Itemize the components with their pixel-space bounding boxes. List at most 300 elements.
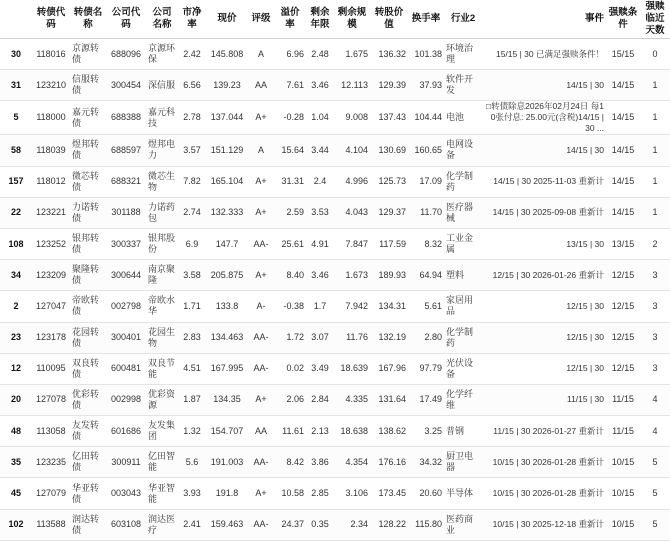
- cell-pb: 6.9: [178, 228, 206, 259]
- cell-company-code: 300401: [106, 322, 146, 353]
- cell-redemption-condition: 13/15: [606, 228, 640, 259]
- cell-company-code: 601686: [106, 416, 146, 447]
- cell-bond-code: 110095: [32, 353, 70, 384]
- cell-bond-name: 嘉元转债: [70, 101, 106, 135]
- header-row: [0, 0, 670, 39]
- cell-turnover: 101.38: [408, 39, 444, 70]
- cell-company-name: 嘉元科技: [146, 101, 178, 135]
- cell-bond-code: 118016: [32, 39, 70, 70]
- cell-bond-name: 聚隆转债: [70, 260, 106, 291]
- cell-price: 205.875: [206, 260, 248, 291]
- cell-company-code: 603108: [106, 509, 146, 540]
- col-header-bond-name[interactable]: 转债名称: [70, 0, 106, 39]
- cell-company-name: 优彩资源: [146, 384, 178, 415]
- cell-pb: 3.58: [178, 260, 206, 291]
- cell-company-name: 花园生物: [146, 322, 178, 353]
- cell-event: 10/15 | 30 2026-01-28 重新计: [482, 478, 606, 509]
- cell-company-name: 亿田智能: [146, 447, 178, 478]
- cell-bond-code: 118012: [32, 166, 70, 197]
- table-row[interactable]: [0, 101, 670, 135]
- col-header-index[interactable]: [0, 0, 32, 39]
- table-row[interactable]: [0, 384, 670, 415]
- cell-row-index: 58: [0, 135, 32, 166]
- cell-scale: 4.043: [334, 197, 370, 228]
- cell-bond-code: 127047: [32, 291, 70, 322]
- cell-pb: 2.83: [178, 322, 206, 353]
- cell-redemption-condition: 10/15: [606, 447, 640, 478]
- col-header-price[interactable]: 现价: [206, 0, 248, 39]
- cell-redemption-days: 5: [640, 447, 670, 478]
- cell-years: 3.46: [306, 260, 334, 291]
- cell-row-index: 22: [0, 197, 32, 228]
- cell-premium: 8.40: [274, 260, 306, 291]
- cell-years: 4.91: [306, 228, 334, 259]
- cell-pb: 2.42: [178, 39, 206, 70]
- cell-row-index: 20: [0, 384, 32, 415]
- cell-redemption-days: 5: [640, 478, 670, 509]
- cell-bond-code: 123210: [32, 70, 70, 101]
- cell-pb: 3.57: [178, 135, 206, 166]
- cell-rating: AA: [248, 70, 274, 101]
- cell-rating: AA-: [248, 228, 274, 259]
- cell-event: 11/15 | 30 2026-01-27 重新计: [482, 416, 606, 447]
- cell-price: 145.808: [206, 39, 248, 70]
- cell-redemption-days: 1: [640, 166, 670, 197]
- col-header-years[interactable]: 剩余年限: [306, 0, 334, 39]
- cell-conversion-value: 130.69: [370, 135, 408, 166]
- cell-bond-name: 京源转债: [70, 39, 106, 70]
- cell-price: 134.35: [206, 384, 248, 415]
- cell-redemption-condition: 11/15: [606, 384, 640, 415]
- cell-conversion-value: 134.31: [370, 291, 408, 322]
- cell-bond-name: 双良转债: [70, 353, 106, 384]
- cell-redemption-condition: 12/15: [606, 353, 640, 384]
- cell-premium: 6.96: [274, 39, 306, 70]
- cell-bond-code: 123235: [32, 447, 70, 478]
- cell-company-name: 帝欧水华: [146, 291, 178, 322]
- cell-turnover: 37.93: [408, 70, 444, 101]
- cell-bond-code: 118000: [32, 101, 70, 135]
- cell-redemption-condition: 12/15: [606, 291, 640, 322]
- cell-turnover: 20.60: [408, 478, 444, 509]
- cell-turnover: 3.25: [408, 416, 444, 447]
- cell-redemption-condition: 15/15: [606, 39, 640, 70]
- cell-rating: A+: [248, 197, 274, 228]
- cell-row-index: 35: [0, 447, 32, 478]
- cell-rating: A+: [248, 101, 274, 135]
- cell-company-name: 京源环保: [146, 39, 178, 70]
- cell-redemption-days: 3: [640, 260, 670, 291]
- cell-premium: -0.38: [274, 291, 306, 322]
- cell-company-name: 润达医疗: [146, 509, 178, 540]
- cell-industry: 电网设备: [444, 135, 482, 166]
- cell-pb: 2.41: [178, 509, 206, 540]
- cell-event: □转债除息2026年02月24日 每10张付息: 25.00元(含税)14/15 | 30 ...: [482, 101, 606, 135]
- cell-scale: 11.76: [334, 322, 370, 353]
- cell-pb: 5.6: [178, 447, 206, 478]
- table-row[interactable]: [0, 509, 670, 540]
- cell-bond-code: 123209: [32, 260, 70, 291]
- cell-company-name: 微芯生物: [146, 166, 178, 197]
- table-body: [0, 39, 670, 541]
- table-row[interactable]: [0, 70, 670, 101]
- cell-scale: 7.847: [334, 228, 370, 259]
- cell-turnover: 2.80: [408, 322, 444, 353]
- col-header-turnover[interactable]: 换手率: [408, 0, 444, 39]
- cell-company-code: 688321: [106, 166, 146, 197]
- cell-bond-code: 127079: [32, 478, 70, 509]
- cell-turnover: 64.94: [408, 260, 444, 291]
- cell-premium: -0.28: [274, 101, 306, 135]
- cell-years: 3.07: [306, 322, 334, 353]
- cell-price: 159.463: [206, 509, 248, 540]
- cell-company-code: 300337: [106, 228, 146, 259]
- cell-redemption-condition: 14/15: [606, 166, 640, 197]
- cell-years: 0.35: [306, 509, 334, 540]
- col-header-company-code[interactable]: 公司代码: [106, 0, 146, 39]
- cell-industry: 化学纤维: [444, 384, 482, 415]
- cell-pb: 4.51: [178, 353, 206, 384]
- cell-conversion-value: 176.16: [370, 447, 408, 478]
- cell-conversion-value: 173.45: [370, 478, 408, 509]
- cell-redemption-days: 2: [640, 228, 670, 259]
- table-row[interactable]: [0, 416, 670, 447]
- table-row[interactable]: [0, 197, 670, 228]
- cell-bond-code: 118039: [32, 135, 70, 166]
- cell-pb: 2.78: [178, 101, 206, 135]
- cell-conversion-value: 125.73: [370, 166, 408, 197]
- cell-scale: 18.639: [334, 353, 370, 384]
- col-header-conversion-value[interactable]: 转股价值: [370, 0, 408, 39]
- cell-scale: 4.354: [334, 447, 370, 478]
- cell-event: 10/15 | 30 2026-01-28 重新计: [482, 447, 606, 478]
- cell-turnover: 8.32: [408, 228, 444, 259]
- cell-years: 2.48: [306, 39, 334, 70]
- cell-turnover: 97.79: [408, 353, 444, 384]
- cell-event: 12/15 | 30: [482, 291, 606, 322]
- cell-industry: 医药商业: [444, 509, 482, 540]
- cell-pb: 3.93: [178, 478, 206, 509]
- cell-event: 12/15 | 30: [482, 322, 606, 353]
- cell-redemption-days: 0: [640, 39, 670, 70]
- cell-redemption-days: 3: [640, 322, 670, 353]
- cell-scale: 4.996: [334, 166, 370, 197]
- cell-row-index: 12: [0, 353, 32, 384]
- cell-event: 12/15 | 30 2026-01-26 重新计: [482, 260, 606, 291]
- cell-turnover: 11.70: [408, 197, 444, 228]
- col-header-company-name[interactable]: 公司名称: [146, 0, 178, 39]
- col-header-event[interactable]: 事件: [482, 0, 606, 39]
- cell-event: 14/15 | 30 2025-11-03 重新计: [482, 166, 606, 197]
- cell-company-code: 300911: [106, 447, 146, 478]
- table-row[interactable]: [0, 447, 670, 478]
- cell-bond-name: 亿田转债: [70, 447, 106, 478]
- cell-row-index: 45: [0, 478, 32, 509]
- cell-years: 2.4: [306, 166, 334, 197]
- cell-redemption-condition: 10/15: [606, 509, 640, 540]
- cell-rating: AA-: [248, 322, 274, 353]
- cell-redemption-condition: 10/15: [606, 478, 640, 509]
- cell-industry: 环境治理: [444, 39, 482, 70]
- cell-company-code: 301188: [106, 197, 146, 228]
- cell-turnover: 34.32: [408, 447, 444, 478]
- cell-premium: 15.64: [274, 135, 306, 166]
- col-header-redemption-condition[interactable]: 强赎条件: [606, 0, 640, 39]
- cell-redemption-condition: 12/15: [606, 260, 640, 291]
- cell-company-name: 力诺药包: [146, 197, 178, 228]
- cell-company-code: 688096: [106, 39, 146, 70]
- cell-industry: 工业金属: [444, 228, 482, 259]
- cell-premium: 11.61: [274, 416, 306, 447]
- cell-pb: 1.71: [178, 291, 206, 322]
- cell-years: 1.7: [306, 291, 334, 322]
- cell-rating: AA: [248, 416, 274, 447]
- cell-rating: AA-: [248, 353, 274, 384]
- col-header-bond-code[interactable]: 转债代码: [32, 0, 70, 39]
- cell-turnover: 17.09: [408, 166, 444, 197]
- cell-pb: 7.82: [178, 166, 206, 197]
- cell-redemption-condition: 14/15: [606, 135, 640, 166]
- cell-premium: 24.37: [274, 509, 306, 540]
- cell-row-index: 5: [0, 101, 32, 135]
- table-row[interactable]: [0, 228, 670, 259]
- cell-row-index: 108: [0, 228, 32, 259]
- cell-event: 14/15 | 30 2025-09-08 重新计: [482, 197, 606, 228]
- cell-bond-code: 127078: [32, 384, 70, 415]
- cell-company-code: 002998: [106, 384, 146, 415]
- cell-redemption-days: 4: [640, 384, 670, 415]
- cell-pb: 6.56: [178, 70, 206, 101]
- cell-company-code: 688597: [106, 135, 146, 166]
- cell-scale: 4.104: [334, 135, 370, 166]
- cell-turnover: 104.44: [408, 101, 444, 135]
- table-row[interactable]: [0, 353, 670, 384]
- cell-row-index: 48: [0, 416, 32, 447]
- table-row[interactable]: [0, 478, 670, 509]
- cell-industry: 半导体: [444, 478, 482, 509]
- cell-conversion-value: 136.32: [370, 39, 408, 70]
- cell-years: 3.86: [306, 447, 334, 478]
- cell-conversion-value: 137.43: [370, 101, 408, 135]
- cell-conversion-value: 138.62: [370, 416, 408, 447]
- cell-years: 2.13: [306, 416, 334, 447]
- cell-years: 3.53: [306, 197, 334, 228]
- cell-premium: 7.61: [274, 70, 306, 101]
- cell-price: 137.044: [206, 101, 248, 135]
- cell-premium: 2.59: [274, 197, 306, 228]
- cell-row-index: 2: [0, 291, 32, 322]
- col-header-industry[interactable]: 行业2: [444, 0, 482, 39]
- cell-industry: 电池: [444, 101, 482, 135]
- cell-rating: A: [248, 39, 274, 70]
- cell-redemption-condition: 14/15: [606, 197, 640, 228]
- cell-pb: 1.87: [178, 384, 206, 415]
- cell-redemption-days: 1: [640, 70, 670, 101]
- cell-rating: A+: [248, 166, 274, 197]
- cell-bond-name: 煜邦转债: [70, 135, 106, 166]
- cell-industry: 光伏设备: [444, 353, 482, 384]
- cell-bond-name: 力诺转债: [70, 197, 106, 228]
- cell-company-code: 688388: [106, 101, 146, 135]
- cell-premium: 1.72: [274, 322, 306, 353]
- cell-scale: 2.34: [334, 509, 370, 540]
- cell-rating: AA-: [248, 509, 274, 540]
- cell-event: 14/15 | 30: [482, 135, 606, 166]
- col-header-redemption-days[interactable]: 强赎临近天数: [640, 0, 670, 39]
- cell-redemption-days: 1: [640, 135, 670, 166]
- cell-price: 154.707: [206, 416, 248, 447]
- cell-redemption-days: 1: [640, 101, 670, 135]
- cell-pb: 1.32: [178, 416, 206, 447]
- cell-company-code: 002798: [106, 291, 146, 322]
- col-header-rating[interactable]: 评级: [248, 0, 274, 39]
- cell-bond-code: 123221: [32, 197, 70, 228]
- cell-redemption-condition: 12/15: [606, 322, 640, 353]
- cell-rating: A+: [248, 260, 274, 291]
- cell-bond-code: 113058: [32, 416, 70, 447]
- cell-redemption-condition: 14/15: [606, 101, 640, 135]
- cell-scale: 18.638: [334, 416, 370, 447]
- cell-bond-name: 花园转债: [70, 322, 106, 353]
- cell-conversion-value: 189.93: [370, 260, 408, 291]
- cell-price: 165.104: [206, 166, 248, 197]
- table-row[interactable]: [0, 322, 670, 353]
- cell-row-index: 31: [0, 70, 32, 101]
- cell-scale: 3.106: [334, 478, 370, 509]
- cell-company-code: 300644: [106, 260, 146, 291]
- cell-price: 191.8: [206, 478, 248, 509]
- cell-price: 134.463: [206, 322, 248, 353]
- cell-turnover: 5.61: [408, 291, 444, 322]
- cell-industry: 普钢: [444, 416, 482, 447]
- cell-price: 191.003: [206, 447, 248, 478]
- cell-years: 3.44: [306, 135, 334, 166]
- table-row[interactable]: [0, 166, 670, 197]
- cell-rating: A-: [248, 291, 274, 322]
- cell-scale: 1.675: [334, 39, 370, 70]
- table-row[interactable]: [0, 135, 670, 166]
- cell-bond-name: 帝欧转债: [70, 291, 106, 322]
- cell-industry: 家居用品: [444, 291, 482, 322]
- cell-bond-name: 信服转债: [70, 70, 106, 101]
- cell-premium: 2.06: [274, 384, 306, 415]
- cell-rating: AA-: [248, 447, 274, 478]
- cell-row-index: 102: [0, 509, 32, 540]
- cell-price: 132.333: [206, 197, 248, 228]
- cell-company-name: 友发集团: [146, 416, 178, 447]
- cell-redemption-condition: 11/15: [606, 416, 640, 447]
- col-header-scale[interactable]: 剩余规模: [334, 0, 370, 39]
- cell-turnover: 17.49: [408, 384, 444, 415]
- cell-row-index: 23: [0, 322, 32, 353]
- cell-premium: 10.58: [274, 478, 306, 509]
- cell-company-code: 003043: [106, 478, 146, 509]
- cell-bond-name: 优彩转债: [70, 384, 106, 415]
- cell-rating: A: [248, 135, 274, 166]
- cell-bond-code: 123252: [32, 228, 70, 259]
- cell-pb: 2.74: [178, 197, 206, 228]
- cell-bond-code: 123178: [32, 322, 70, 353]
- cell-price: 167.995: [206, 353, 248, 384]
- cell-industry: 塑料: [444, 260, 482, 291]
- cell-company-name: 华亚智能: [146, 478, 178, 509]
- cell-price: 139.23: [206, 70, 248, 101]
- cell-company-name: 银邦股份: [146, 228, 178, 259]
- cell-price: 151.129: [206, 135, 248, 166]
- cell-price: 133.8: [206, 291, 248, 322]
- cell-scale: 9.008: [334, 101, 370, 135]
- cell-redemption-days: 4: [640, 416, 670, 447]
- cell-industry: 软件开发: [444, 70, 482, 101]
- cell-company-name: 煜邦电力: [146, 135, 178, 166]
- col-header-pb[interactable]: 市净率: [178, 0, 206, 39]
- cell-scale: 1.673: [334, 260, 370, 291]
- cell-scale: 12.113: [334, 70, 370, 101]
- cell-turnover: 160.65: [408, 135, 444, 166]
- cell-years: 3.46: [306, 70, 334, 101]
- cell-bond-name: 银邦转债: [70, 228, 106, 259]
- cell-premium: 31.31: [274, 166, 306, 197]
- cell-conversion-value: 128.22: [370, 509, 408, 540]
- cell-event: 12/15 | 30: [482, 353, 606, 384]
- col-header-premium[interactable]: 溢价率: [274, 0, 306, 39]
- cell-bond-name: 润达转债: [70, 509, 106, 540]
- cell-price: 147.7: [206, 228, 248, 259]
- cell-premium: 25.61: [274, 228, 306, 259]
- cell-event: 10/15 | 30 2025-12-18 重新计: [482, 509, 606, 540]
- cell-industry: 医疗器械: [444, 197, 482, 228]
- table-row[interactable]: [0, 291, 670, 322]
- cell-bond-code: 113588: [32, 509, 70, 540]
- cell-scale: 7.942: [334, 291, 370, 322]
- cell-industry: 化学制药: [444, 322, 482, 353]
- cell-company-name: 双良节能: [146, 353, 178, 384]
- cell-conversion-value: 167.96: [370, 353, 408, 384]
- cell-conversion-value: 117.59: [370, 228, 408, 259]
- cell-years: 2.85: [306, 478, 334, 509]
- cell-row-index: 30: [0, 39, 32, 70]
- cell-redemption-condition: 14/15: [606, 70, 640, 101]
- cell-company-name: 南京聚隆: [146, 260, 178, 291]
- cell-premium: 8.42: [274, 447, 306, 478]
- cell-event: 15/15 | 30 已满足强赎条件！: [482, 39, 606, 70]
- cell-industry: 化学制药: [444, 166, 482, 197]
- cell-redemption-days: 5: [640, 509, 670, 540]
- cell-company-code: 300454: [106, 70, 146, 101]
- cell-years: 1.04: [306, 101, 334, 135]
- cell-conversion-value: 129.39: [370, 70, 408, 101]
- cell-company-name: 深信服: [146, 70, 178, 101]
- cell-premium: 0.02: [274, 353, 306, 384]
- cell-turnover: 115.80: [408, 509, 444, 540]
- cell-industry: 厨卫电器: [444, 447, 482, 478]
- cell-conversion-value: 131.64: [370, 384, 408, 415]
- cell-conversion-value: 132.19: [370, 322, 408, 353]
- cell-company-code: 600481: [106, 353, 146, 384]
- cell-bond-name: 微芯转债: [70, 166, 106, 197]
- cell-bond-name: 华亚转债: [70, 478, 106, 509]
- cell-row-index: 157: [0, 166, 32, 197]
- cell-years: 2.84: [306, 384, 334, 415]
- cell-conversion-value: 129.37: [370, 197, 408, 228]
- cell-event: 13/15 | 30: [482, 228, 606, 259]
- cell-redemption-days: 3: [640, 291, 670, 322]
- cell-scale: 4.335: [334, 384, 370, 415]
- cell-redemption-days: 3: [640, 353, 670, 384]
- cell-years: 3.49: [306, 353, 334, 384]
- table-row[interactable]: [0, 260, 670, 291]
- table-row[interactable]: [0, 39, 670, 70]
